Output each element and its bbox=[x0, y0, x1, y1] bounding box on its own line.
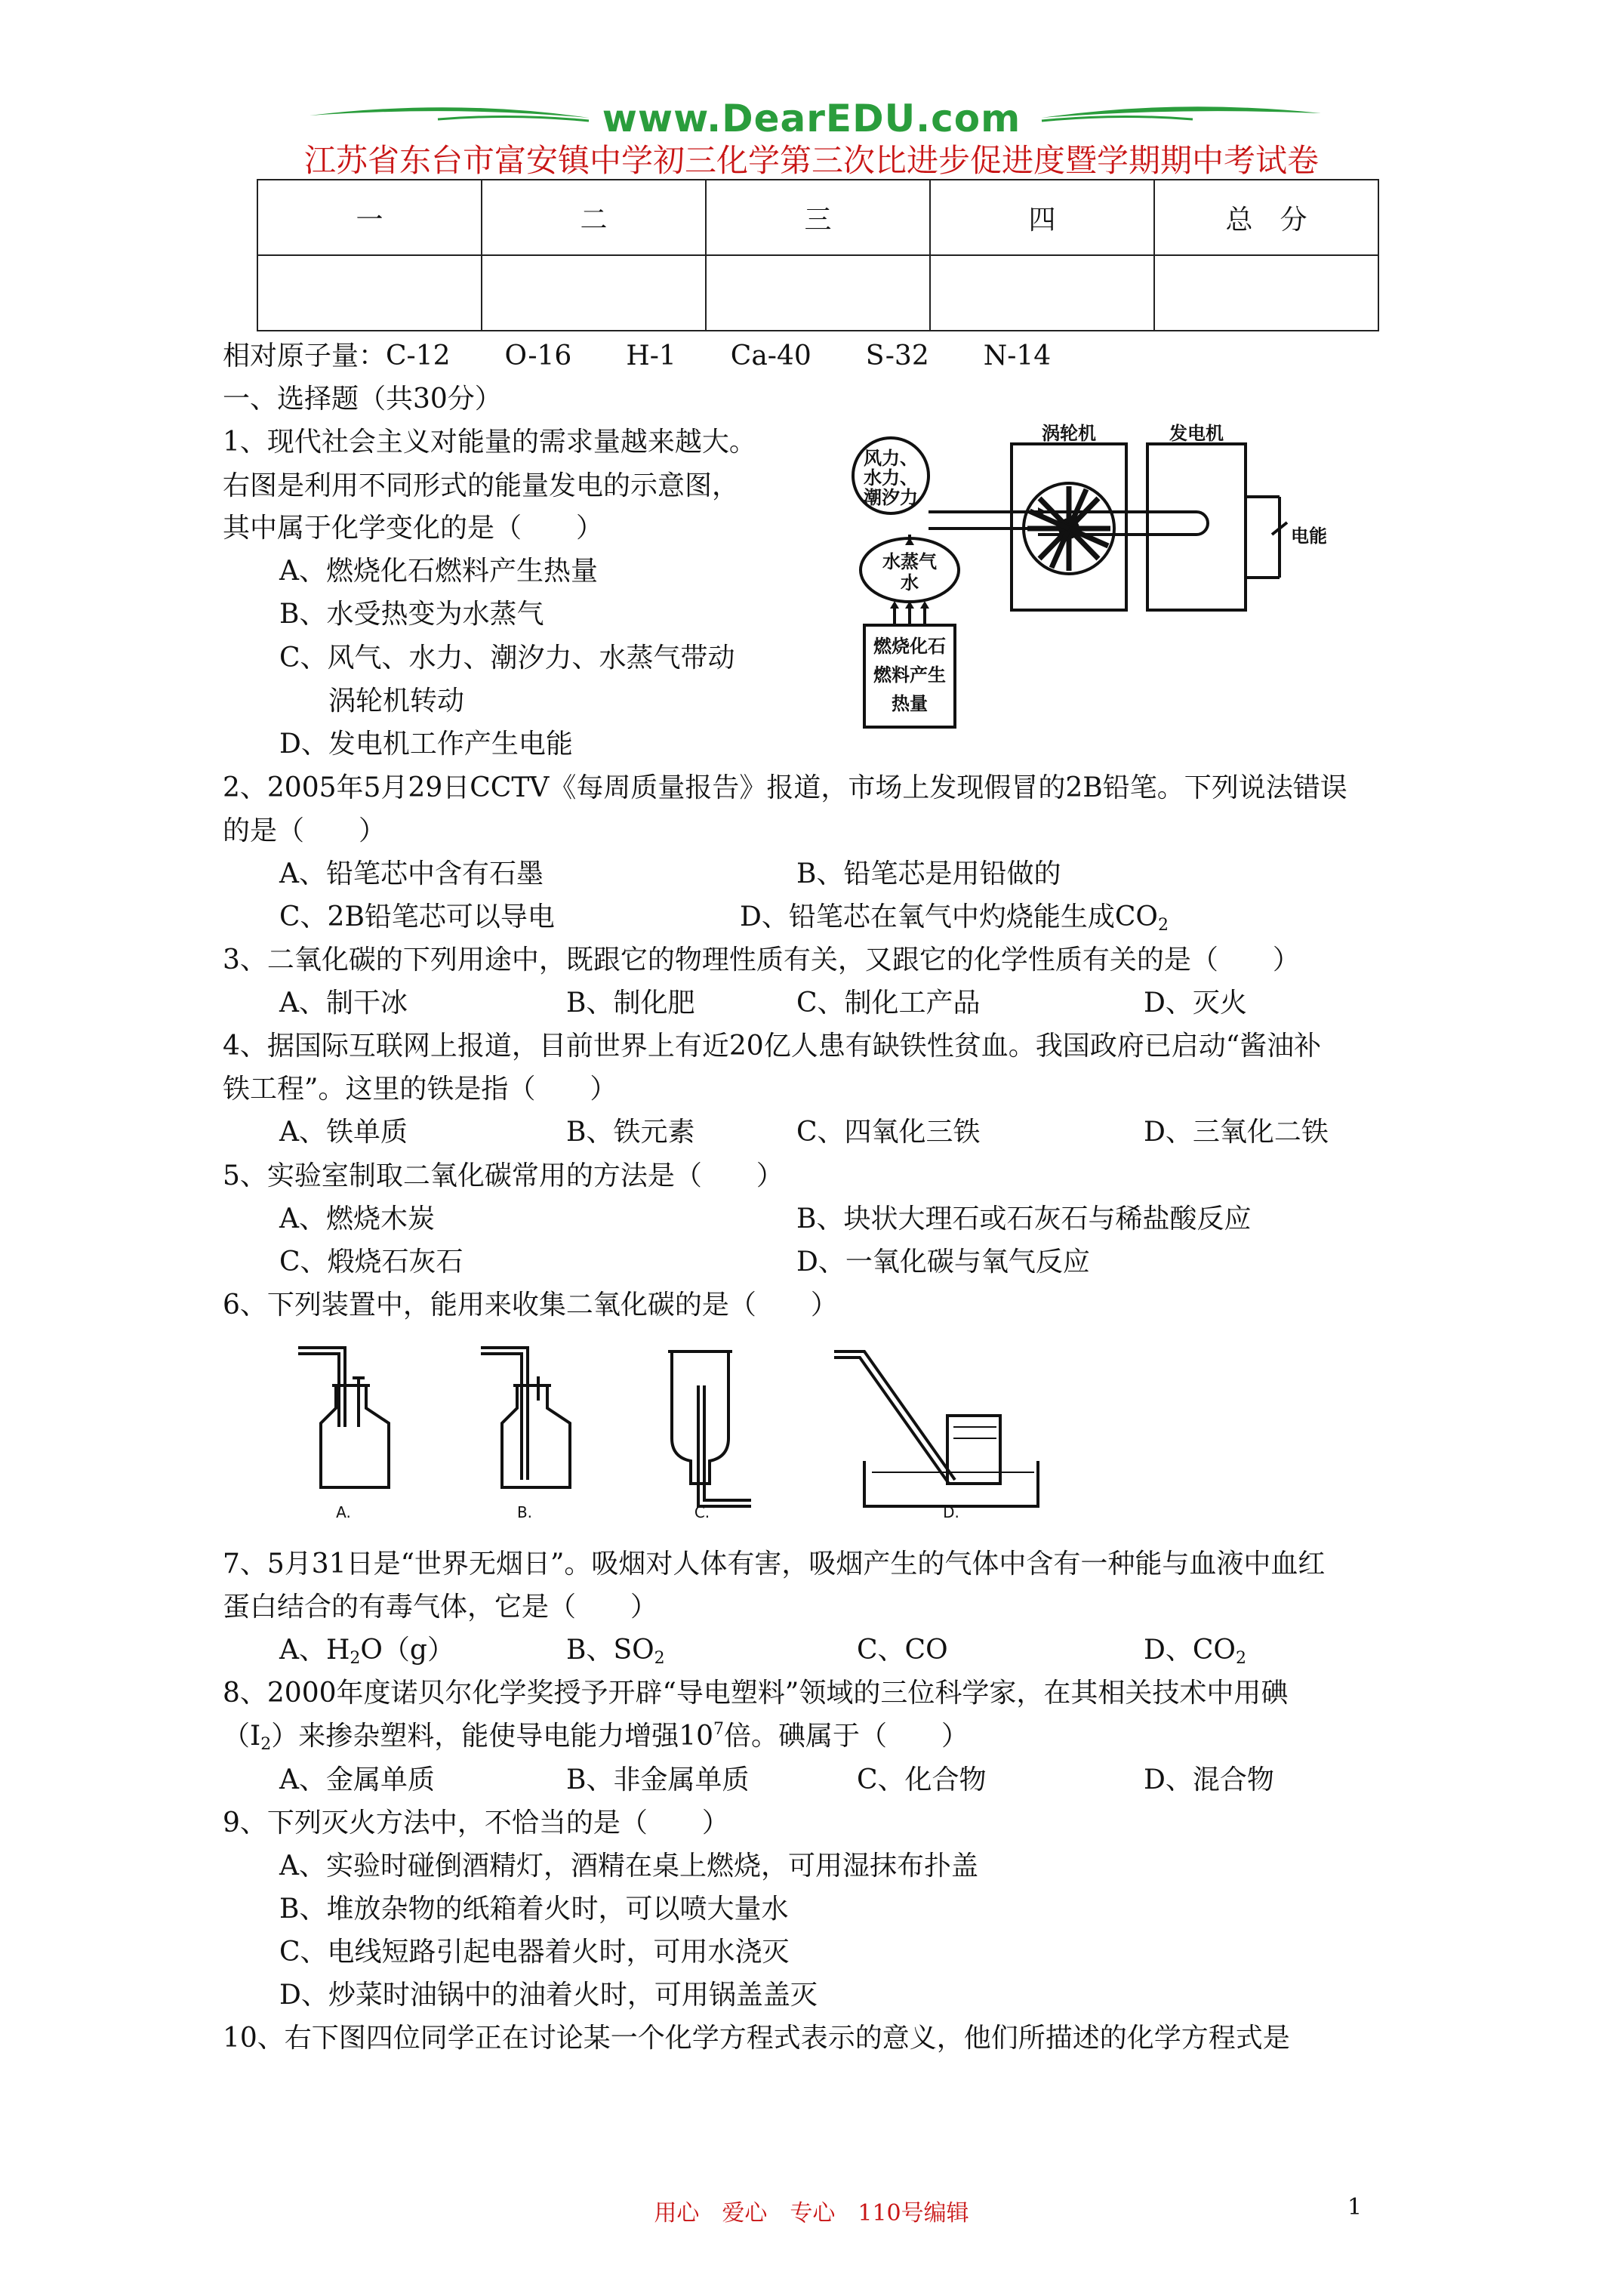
turbine-icon bbox=[1024, 483, 1114, 574]
q2-option-d: D、铅笔芯在氧气中灼烧能生成$CO_2$ bbox=[740, 901, 1169, 935]
site-logo: www.DearEDU.com bbox=[602, 97, 1021, 140]
q3-option-b: B、制化肥 bbox=[566, 988, 695, 1019]
q3-option-c: C、制化工产品 bbox=[796, 988, 981, 1019]
q7-option-d: D、$CO_2$ bbox=[1144, 1635, 1246, 1668]
q5-option-a: A、燃烧木炭 bbox=[279, 1203, 435, 1234]
q3-option-a: A、制干冰 bbox=[279, 988, 408, 1019]
q2-option-b: B、铅笔芯是用铅做的 bbox=[796, 858, 1061, 889]
q1-stem-line2: 右图是利用不同形式的能量发电的示意图， bbox=[223, 470, 740, 501]
q6-stem: 6、下列装置中，能用来收集二氧化碳的是（ ） bbox=[223, 1290, 838, 1321]
score-header-total: 总 分 bbox=[1154, 180, 1378, 255]
apparatus-label-b: B. bbox=[516, 1503, 533, 1521]
fuel-label-1: 燃烧化石 bbox=[873, 636, 946, 657]
q1-stem-line1: 1、现代社会主义对能量的需求量越来越大。 bbox=[223, 427, 756, 458]
score-header-1: 一 bbox=[257, 180, 482, 255]
q5-option-b: B、块状大理石或石灰石与稀盐酸反应 bbox=[796, 1203, 1252, 1234]
q3-option-d: D、灭火 bbox=[1144, 988, 1247, 1019]
q8-option-a: A、金属单质 bbox=[279, 1764, 435, 1795]
apparatus-label-c: C. bbox=[694, 1503, 710, 1521]
q1-option-b: B、水受热变为水蒸气 bbox=[279, 599, 544, 630]
q7-stem-line1: 7、5月31日是“世界无烟日”。吸烟对人体有害，吸烟产生的气体中含有一种能与血液中血红 bbox=[223, 1549, 1326, 1579]
q7-option-c: C、CO bbox=[857, 1635, 948, 1666]
page-number: 1 bbox=[1347, 2194, 1363, 2220]
circle-label-1: 风力、 bbox=[864, 448, 918, 469]
q8-option-c: C、化合物 bbox=[857, 1764, 987, 1795]
q5-stem: 5、实验室制取二氧化碳常用的方法是（ ） bbox=[223, 1160, 784, 1191]
exam-title: 江苏省东台市富安镇中学初三化学第三次比进步促进度暨学期期中考试卷 bbox=[303, 142, 1319, 179]
score-cell-4[interactable] bbox=[930, 255, 1154, 331]
score-header-2: 二 bbox=[482, 180, 706, 255]
q9-option-b: B、堆放杂物的纸箱着火时，可以喷大量水 bbox=[279, 1894, 789, 1925]
q4-stem-line1: 4、据国际互联网上报道，目前世界上有近20亿人患有缺铁性贫血。我国政府已启动“酱油补 bbox=[223, 1031, 1322, 1062]
steam-label-2: 水 bbox=[901, 572, 919, 593]
score-cell-total[interactable] bbox=[1154, 255, 1378, 331]
q7-stem-line2: 蛋白结合的有毒气体，它是（ ） bbox=[223, 1592, 658, 1623]
score-table bbox=[257, 179, 1379, 331]
q4-option-a: A、铁单质 bbox=[279, 1117, 408, 1148]
gas-collection-apparatus bbox=[291, 1333, 1053, 1521]
energy-diagram bbox=[849, 423, 1327, 740]
q1-option-d: D、发电机工作产生电能 bbox=[279, 729, 573, 760]
q7-option-a: A、$H_2O(g)$ bbox=[279, 1635, 454, 1668]
fuel-label-2: 燃料产生 bbox=[873, 664, 946, 686]
q4-option-c: C、四氧化三铁 bbox=[796, 1117, 981, 1148]
q1-option-a: A、燃烧化石燃料产生热量 bbox=[279, 556, 598, 587]
q8-option-b: B、非金属单质 bbox=[566, 1764, 750, 1795]
footer-text: 用心 爱心 专心 110号编辑 bbox=[654, 2200, 969, 2227]
q4-option-b: B、铁元素 bbox=[566, 1117, 695, 1148]
atomic-masses: 相对原子量：C-12 O-16 H-1 Ca-40 S-32 N-14 bbox=[223, 341, 1052, 371]
generator-label: 发电机 bbox=[1169, 423, 1224, 444]
section-title: 一、选择题（共30分） bbox=[223, 384, 502, 415]
score-header-3: 三 bbox=[706, 180, 930, 255]
q7-option-b: B、$SO_2$ bbox=[566, 1635, 665, 1668]
q4-stem-line2: 铁工程”。这里的铁是指（ ） bbox=[223, 1074, 617, 1105]
q9-option-c: C、电线短路引起电器着火时，可用水浇灭 bbox=[279, 1937, 790, 1968]
score-header-4: 四 bbox=[930, 180, 1154, 255]
circle-label-3: 潮汐力 bbox=[864, 487, 918, 508]
q8-stem-line1: 8、2000年度诺贝尔化学奖授予开辟“导电塑料”领域的三位科学家，在其相关技术中用碘 bbox=[223, 1678, 1289, 1709]
q4-option-d: D、三氧化二铁 bbox=[1144, 1117, 1329, 1148]
q8-stem-line2: $(I_2)$来掺杂塑料，能使导电能力增强$10^7$倍。碘属于（ ） bbox=[223, 1720, 969, 1754]
q5-option-d: D、一氧化碳与氧气反应 bbox=[796, 1247, 1090, 1277]
q1-option-c: C、风气、水力、潮汐力、水蒸气带动 bbox=[279, 643, 735, 673]
q2-option-a: A、铅笔芯中含有石墨 bbox=[279, 858, 544, 889]
q1-option-c-cont: 涡轮机转动 bbox=[328, 686, 465, 717]
output-label: 电能 bbox=[1291, 525, 1327, 547]
q5-option-c: C、煅烧石灰石 bbox=[279, 1247, 463, 1277]
apparatus-label-d: D. bbox=[943, 1503, 959, 1521]
q8-option-d: D、混合物 bbox=[1144, 1764, 1274, 1795]
score-cell-1[interactable] bbox=[257, 255, 482, 331]
score-cell-2[interactable] bbox=[482, 255, 706, 331]
q2-option-c: C、2B铅笔芯可以导电 bbox=[279, 901, 555, 932]
q10-stem: 10、右下图四位同学正在讨论某一个化学方程式表示的意义，他们所描述的化学方程式是 bbox=[223, 2023, 1290, 2054]
score-cell-3[interactable] bbox=[706, 255, 930, 331]
fuel-label-3: 热量 bbox=[892, 693, 928, 714]
circle-label-2: 水力、 bbox=[864, 467, 918, 488]
q9-option-a: A、实验时碰倒酒精灯，酒精在桌上燃烧，可用湿抹布扑盖 bbox=[279, 1851, 978, 1881]
q2-stem-line1: 2、2005年5月29日CCTV《每周质量报告》报道，市场上发现假冒的2B铅笔。下列说法错误 bbox=[223, 772, 1347, 803]
q1-stem-line3: 其中属于化学变化的是（ ） bbox=[223, 513, 604, 544]
q9-option-d: D、炒菜时油锅中的油着火时，可用锅盖盖灭 bbox=[279, 1980, 818, 2011]
steam-label-1: 水蒸气 bbox=[882, 551, 937, 572]
q9-stem: 9、下列灭火方法中，不恰当的是（ ） bbox=[223, 1808, 729, 1838]
q3-stem: 3、二氧化碳的下列用途中，既跟它的物理性质有关，又跟它的化学性质有关的是（ ） bbox=[223, 945, 1300, 975]
turbine-label: 涡轮机 bbox=[1042, 423, 1096, 444]
apparatus-label-a: A. bbox=[336, 1503, 351, 1521]
q2-stem-line2: 的是（ ） bbox=[223, 815, 387, 846]
